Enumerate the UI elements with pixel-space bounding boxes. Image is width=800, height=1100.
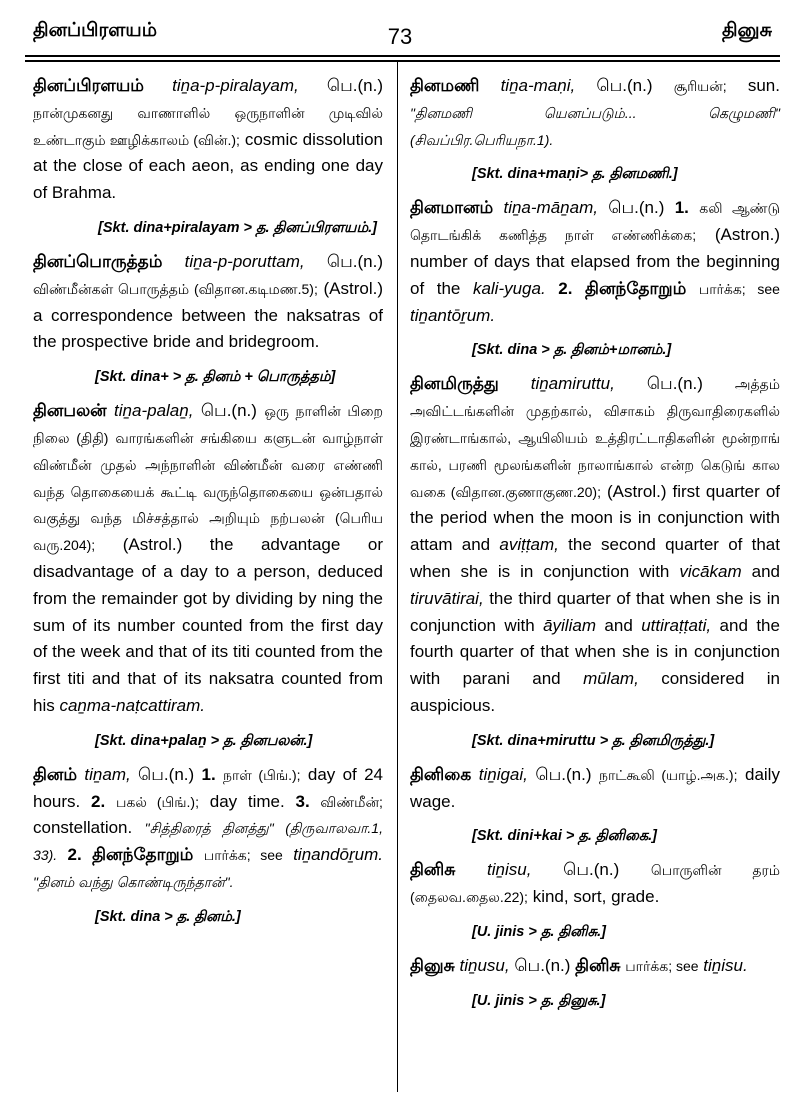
- transliteration: tiṉigai,: [478, 764, 528, 784]
- tamil-definition: நான்முகனது வாணாளில் ஒருநாளின் முடிவில் உண்டாகும் ஊழிக்காலம் (வின்.);: [33, 104, 383, 148]
- etymology-source: [Skt. dina > த. தினம்.]: [95, 908, 241, 925]
- cross-reference: தினந்தோறும்: [585, 278, 687, 298]
- right-column: [410, 73, 780, 1022]
- header-rule-bottom: [25, 60, 780, 62]
- dictionary-entry: [410, 762, 780, 816]
- headword: தினிசு: [410, 860, 456, 880]
- cross-reference: தினந்தோறும்: [92, 845, 194, 865]
- grammar-tag: பெ.(n.): [646, 374, 703, 394]
- sense-number: 1.: [674, 198, 689, 218]
- tamil-definition: கலி ஆண்டு தொடங்கிக் கணித்த நாள் எண்ணிக்கை;: [410, 200, 780, 244]
- etymology-source: [Skt. dina+palaṉ > த. தினபலன்.]: [95, 732, 313, 749]
- english-definition: considered in auspicious.: [410, 669, 780, 715]
- english-definition-italic: uttiraṭṭati,: [641, 615, 712, 635]
- dictionary-entry: [33, 398, 383, 720]
- running-header-right: தினுசு: [721, 20, 772, 41]
- english-definition: (Astron.) number of days that elapsed from the beginning of the: [410, 225, 780, 298]
- see-also-tamil: பார்க்க; see: [625, 957, 699, 974]
- english-definition: the second quarter of that when she is in conjunction with: [410, 535, 780, 581]
- headword: தினுசு: [410, 955, 455, 975]
- english-definition: cosmic dissolution at the close of each aeon, as ending one day of Brahma.: [33, 129, 383, 203]
- transliteration: tiṉisu,: [487, 860, 532, 880]
- etymology-source: [Skt. dina+ > த. தினம் + பொருத்தம்]: [95, 369, 336, 386]
- citation-quote: "தினமணி யெனப்படும்... கெழுமணி" (சிவப்பிர.பெரியநா.1).: [410, 104, 780, 148]
- transliteration: tiṉam,: [84, 764, 131, 784]
- english-definition-italic: vicākam: [679, 561, 742, 581]
- grammar-tag: பெ.(n.): [326, 251, 383, 271]
- english-definition: daily wage.: [410, 764, 780, 811]
- grammar-tag: பெ.(n.): [563, 860, 620, 880]
- grammar-tag: பெ.(n.): [200, 401, 257, 421]
- tamil-definition: ஒரு நாளின் பிறை நிலை (திதி) வாரங்களின் சங்கியை களுடன் வாழ்நாள் விண்மீன் முதல் அந்நாளின் விண்மீன் வரை எண்ணி வந்த தொகையைக் கூட்டி வருந்தொகையை ஒன்பதால் வகுத்து வந்த மிச்சத்தால் அறியும் நற்பலன் (பெரிய வரு.204);: [33, 403, 383, 554]
- english-definition: day time.: [209, 791, 285, 811]
- etymology-source: [U. jinis > த. தினிசு.]: [472, 923, 606, 940]
- sense-number: 1.: [201, 764, 216, 784]
- grammar-tag: பெ.(n.): [596, 76, 653, 95]
- transliteration: tiṉamiruttu,: [530, 374, 615, 394]
- headword: தினபலன்: [33, 401, 107, 421]
- english-definition: kind, sort, grade.: [532, 887, 660, 907]
- etymology-source: [Skt. dina+maṇi> த. தினமணி.]: [472, 166, 678, 183]
- dictionary-entry: [410, 371, 780, 719]
- etymology-source: [U. jinis > த. தினுசு.]: [472, 992, 606, 1009]
- sense-number: 2.: [91, 791, 106, 811]
- see-also-translit: tiṉantōṟum.: [410, 305, 496, 325]
- sense-number: 3.: [295, 791, 310, 811]
- tamil-definition: பகல் (பிங்.);: [115, 793, 199, 810]
- transliteration: tiṉa-māṉam,: [503, 198, 598, 218]
- tamil-definition: அத்தம் அவிட்டங்களின் முதற்கால், விசாகம் திருவாதிரைகளில் இரண்டாங்கால், ஆயிலியம் உத்திரட்டாதிகளின் மூன்றாங் கால், பரணி மூலங்களின் நாலாங்கால் என்ற கெடுங் கால வகை (விதான.குணாகுண.20);: [410, 376, 780, 500]
- header-rule-top: [25, 55, 780, 57]
- headword: தினமணி: [410, 76, 480, 95]
- english-definition-italic: āyiliam: [543, 615, 596, 635]
- grammar-tag: பெ.(n.): [535, 764, 592, 784]
- etymology-source: [Skt. dini+kai > த. தினிகை.]: [472, 828, 657, 845]
- transliteration: tiṉa-p-piralayam,: [172, 76, 299, 95]
- grammar-tag: பெ.(n.): [138, 764, 195, 784]
- dictionary-entry: [410, 195, 780, 329]
- english-definition: (Astrol.) a correspondence between the naksatras of the prospective bride and bridegroom.: [33, 278, 383, 352]
- english-definition: day of 24 hours.: [33, 764, 383, 811]
- citation-quote: "தினம் வந்து கொண்டிருந்தான்".: [33, 873, 234, 890]
- etymology-source: [Skt. dina+miruttu > த. தினமிருத்து.]: [472, 732, 715, 749]
- see-also-translit: tiṉisu.: [703, 955, 748, 975]
- sense-number: 2.: [558, 278, 573, 298]
- grammar-tag: பெ.(n.): [326, 76, 383, 95]
- english-definition-italic: kali-yuga.: [472, 278, 546, 298]
- see-also-translit: tiṉandōṟum.: [293, 845, 383, 865]
- transliteration: tiṉa-maṇi,: [500, 76, 576, 95]
- headword: தினம்: [33, 764, 78, 784]
- headword: தினமானம்: [410, 198, 494, 218]
- dictionary-entry: [33, 249, 383, 356]
- dictionary-entry: [33, 762, 383, 896]
- english-definition-italic: aviṭṭam,: [499, 535, 559, 555]
- tamil-definition: சூரியன்;: [673, 78, 727, 94]
- tamil-definition: நாட்கூலி (யாழ்.அக.);: [598, 766, 738, 783]
- english-definition: (Astrol.) first quarter of the period when the moon is in conjunction with attam and: [410, 481, 780, 555]
- grammar-tag: பெ.(n.): [514, 955, 571, 975]
- sense-number: 2.: [67, 845, 82, 865]
- english-definition: (Astrol.) the advantage or disadvantage of a day to a person, deduced from the remainder got by dividing by ning the sum of its number counted from the first day of the week and that of its titi counted from the first titi and that of its naksatra counted from his: [33, 535, 383, 715]
- transliteration: tiṉa-p-poruttam,: [184, 251, 305, 271]
- tamil-definition: நாள் (பிங்.);: [223, 766, 301, 783]
- citation-quote: "சித்திரைத் தினத்து" (திருவாலவா.1, 33).: [33, 820, 383, 864]
- etymology-source: [Skt. dina > த. தினம்+மானம்.]: [472, 342, 672, 359]
- page-number: 73: [387, 24, 413, 49]
- tamil-definition: விண்மீன்கள் பொருத்தம் (விதான.கடிமண.5);: [33, 280, 318, 297]
- headword: தினமிருத்து: [410, 374, 499, 394]
- transliteration: tiṉa-palaṉ,: [114, 401, 194, 421]
- column-divider: [397, 62, 398, 1092]
- english-definition-italic: mūlam,: [583, 669, 639, 689]
- transliteration: tiṉusu,: [459, 955, 510, 975]
- english-definition: the third quarter of that when she is in conjunction with: [410, 588, 780, 635]
- headword: தினப்பொருத்தம்: [33, 251, 163, 271]
- english-definition-italic: tiruvātirai,: [410, 588, 484, 608]
- tamil-definition: விண்மீன்;: [320, 793, 383, 810]
- grammar-tag: பெ.(n.): [608, 198, 665, 218]
- english-definition-italic: caṉma-naṭcattiram.: [59, 695, 205, 715]
- headword: தினப்பிரளயம்: [33, 76, 144, 95]
- tamil-definition: பொருளின் தரம் (தைலவ.தைல.22);: [410, 862, 781, 906]
- running-header-left: தினப்பிரளயம்: [33, 20, 158, 41]
- see-also-tamil: பார்க்க; see: [203, 847, 283, 864]
- english-definition: sun.: [747, 76, 780, 95]
- english-definition: constellation.: [33, 818, 133, 838]
- etymology-source: [Skt. dina+piralayam > த. தினப்பிரளயம்.]: [98, 219, 377, 236]
- english-definition: and the fourth quarter of that when she is in conjunction with parani and: [410, 615, 780, 689]
- english-definition: and: [751, 561, 780, 581]
- dictionary-entry: [410, 857, 780, 911]
- english-definition: and: [604, 615, 633, 635]
- dictionary-entry: [410, 953, 780, 980]
- see-also-tamil: பார்க்க; see: [698, 280, 780, 297]
- headword: தினிகை: [410, 764, 472, 784]
- dictionary-entry: [33, 73, 383, 207]
- cross-reference: தினிசு: [575, 955, 621, 975]
- left-column: [33, 73, 383, 938]
- dictionary-entry: [410, 73, 780, 153]
